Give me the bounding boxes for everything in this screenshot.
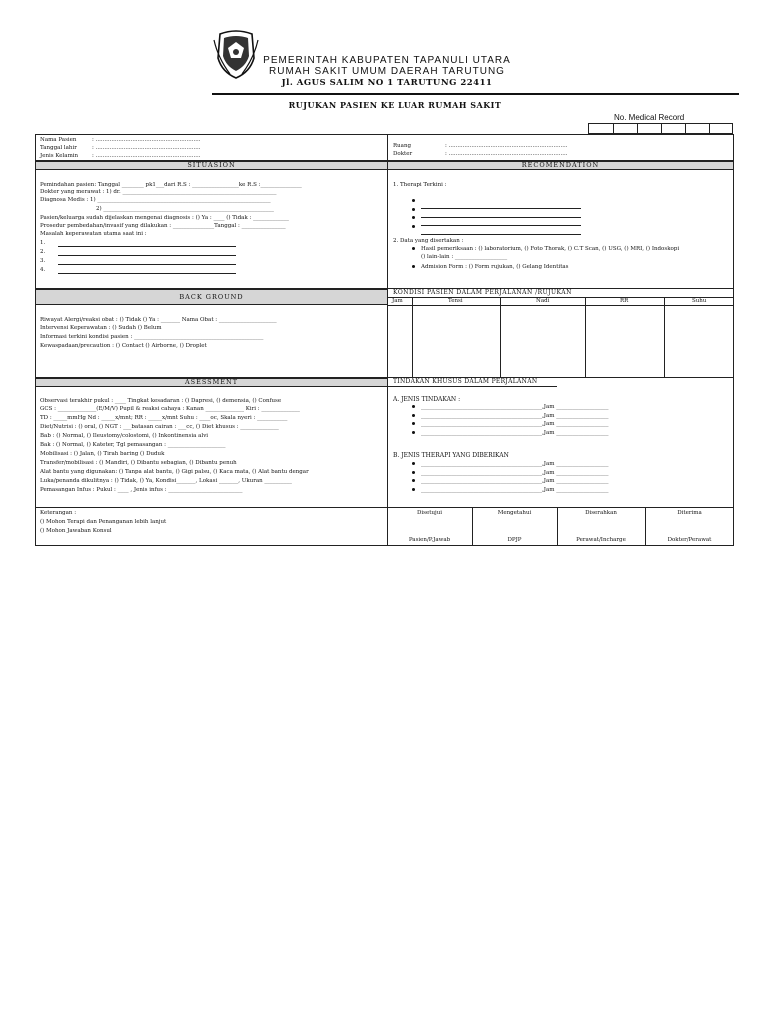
jenis-therapi-label: B. JENIS THERAPI YANG DIBERIKAN [393, 452, 509, 459]
sign-perawat-incharge[interactable]: Perawat/Incharge [576, 537, 626, 543]
situasion-heading: SITUASION [35, 161, 388, 170]
sign-disetujui: Disetujui [416, 510, 442, 516]
header-line-3: Jl. AGUS SALIM NO 1 TARUTUNG 22411 [281, 78, 493, 88]
assesment-line-10: Luka/penanda dikulitnya : () Tidak, () Ya, Kondisi_______, Lokasi _______, Ukuran __________ [40, 478, 292, 484]
sign-pasien[interactable]: Pasien/P.Jawab [408, 537, 451, 543]
col-jam: Jam [392, 298, 403, 304]
label-ruang: Ruang [393, 143, 412, 149]
problem-number-3: 3. [40, 258, 46, 264]
keterangan-label: Keterangan : [40, 510, 77, 516]
keterangan-option-2[interactable]: () Mohon Jawaban Konsul [40, 528, 112, 534]
therapi-row[interactable]: ____________________________________________,Jam ___________________ [421, 469, 609, 476]
assesment-line-1: Observasi terakhir pukul : ____ Tingkat kesadaran : () Dapresi, () demensia, () Confuse [40, 398, 282, 404]
col-nadi: Nadi [536, 298, 550, 304]
bullet-icon [412, 462, 415, 465]
tindakan-row[interactable]: ____________________________________________,Jam ___________________ [421, 429, 609, 436]
background-line-3: Informasi terkini kondisi pasien : _______________________________________________ [40, 334, 264, 340]
tindakan-list [412, 404, 608, 438]
assesment-line-6: Bak : () Normal, () Kateter, Tgl pemasangan : _____________________ [40, 442, 226, 448]
problem-line-2[interactable] [58, 255, 236, 256]
therapi-row[interactable]: ____________________________________________,Jam ___________________ [421, 461, 609, 467]
problem-number-2: 2. [40, 249, 46, 255]
hasil-pemeriksaan [412, 246, 679, 253]
bullet-icon [412, 431, 415, 434]
therapi-row[interactable]: ____________________________________________,Jam ___________________ [421, 478, 609, 484]
sign-mengetahui: Mengetahui [497, 510, 532, 516]
problem-line-4[interactable] [58, 273, 236, 274]
bullet-icon [412, 422, 415, 425]
field-jenis-kelamin[interactable]: : ............................................................ [92, 153, 201, 159]
bullet-icon [412, 414, 415, 417]
label-dokter: Dokter [393, 151, 413, 157]
bullet-icon [412, 479, 415, 482]
tindakan-row[interactable]: ____________________________________________,Jam ___________________ [421, 404, 609, 410]
hasil-text: Hasil pemeriksaan : () laboratorium, () Foto Thorak, () C.T Scan, () USG, () MRI, () Indoskopi [421, 246, 680, 252]
hospital-logo [212, 28, 260, 80]
admision-text: Admision Form : () Form rujukan, () Gelang Identitas [421, 264, 569, 270]
assesment-line-4: Diet/Nutrisi : () oral, () NGT : ___batasan cairan : ___cc, () Diet khusus : ______________ [40, 424, 279, 430]
kondisi-heading: KONDISI PASIEN DALAM PERJALANAN /RUJUKAN [393, 289, 572, 296]
sign-diterima: Diterima [677, 510, 702, 516]
label-tanggal-lahir: Tanggal lahir [40, 145, 77, 151]
assesment-heading: ASESSMENT [35, 378, 388, 387]
situasion-line-7: Masalah keperawatan utama saat ini : [40, 231, 147, 237]
problem-number-4: 4. [40, 267, 46, 273]
situasion-line-6: Prosedur pembedahan/invasif yang dilakukan : _______________Tanggal : ________________ [40, 223, 286, 229]
assesment-line-7: Mobilisasi : () Jalan, () Tirah baring () Duduk [40, 451, 165, 457]
assesment-line-11: Pemasangan Infus : Pukul : ____ , Jenis infus : ___________________________ [40, 487, 243, 493]
label-jenis-kelamin: Jenis Kelamin [40, 153, 79, 159]
problem-number-1: 1. [40, 240, 46, 246]
sign-dokter-perawat[interactable]: Dokter/Perawat [667, 537, 712, 543]
therapy-label: 1. Therapi Terkini : [393, 182, 447, 188]
situasion-line-2: Dokter yang merawat : 1) dr. ________________________________________________________ [40, 189, 277, 195]
bullet-icon [412, 265, 415, 268]
jenis-tindakan-label: A. JENIS TINDAKAN : [393, 396, 461, 403]
problem-line-3[interactable] [58, 264, 236, 265]
col-suhu: Suhu [692, 298, 707, 304]
bullet-icon [412, 225, 415, 228]
header-rule [212, 93, 739, 95]
sign-diserahkan: Diserahkan [585, 510, 617, 516]
data-label: 2. Data yang disertakan : [393, 238, 464, 244]
background-line-1: Riwayat Alergi/reaksi obat : () Tidak () Ya : _______ Nama Obat : _____________________ [40, 317, 277, 323]
admision-form [412, 264, 569, 271]
bullet-icon [412, 405, 415, 408]
situasion-line-3: Diagnosa Medis : 1) _______________________________________________________________ [40, 197, 271, 203]
situasion-line-1: Pemindahan pasien: Tanggal ________ pk1___dari R.S : _________________ke R.S :_______________ [40, 182, 302, 188]
field-nama-pasien[interactable]: : ............................................................ [92, 137, 201, 143]
background-line-4: Kewaspadaan/precaution : () Contact () Airborne, () Droplet [40, 343, 207, 349]
tindakan-row[interactable]: ____________________________________________,Jam ___________________ [421, 421, 609, 427]
therapy-line[interactable] [421, 229, 581, 235]
field-dokter[interactable]: : .................................................................... [445, 151, 568, 157]
situasion-line-5: Pasien/keluarga sudah dijelaskan mengenai diagnosis : () Ya : ____ () Tidak : _____________ [40, 215, 289, 221]
field-tanggal-lahir[interactable]: : ............................................................ [92, 145, 201, 151]
background-line-2: Intervensi Keperawatan : () Sudah () Belum [40, 325, 162, 331]
therapi-row[interactable]: ____________________________________________,Jam ___________________ [421, 486, 609, 493]
col-rr: RR [620, 298, 629, 304]
keterangan-option-1[interactable]: () Mohon Terapi dan Penanganan lebih lanjut [40, 519, 167, 525]
situasion-line-4: 2) ______________________________________________________________ [96, 206, 274, 212]
center-divider [387, 134, 388, 546]
therapy-bullets [412, 190, 581, 224]
medical-record-label: No. Medical Record [614, 113, 685, 122]
field-ruang[interactable]: : .................................................................... [445, 143, 568, 149]
header-line-2: RUMAH SAKIT UMUM DAERAH TARUTUNG [269, 66, 505, 77]
bullet-icon [412, 488, 415, 491]
lain-lain: () lain-lain : ___________________ [421, 254, 508, 260]
bullet-icon [412, 247, 415, 250]
assesment-line-5: Bab : () Normal, () Ileustomy/colostomi, () Inkontinensia alvi [40, 433, 209, 439]
form-title: RUJUKAN PASIEN KE LUAR RUMAH SAKIT [288, 100, 502, 110]
assesment-line-2: GCS : ______________(E/M/V) Pupil & reaksi cahaya : Kanan ______________ Kiri : ______________ [40, 406, 300, 412]
tindakan-row[interactable]: ____________________________________________,Jam ___________________ [421, 412, 609, 419]
therapi-list [412, 461, 608, 495]
assesment-line-3: TD : _____mmHg Nd : _____x/mnt; RR : _____x/mnt Suhu : ____oc, Skala nyeri : ___________ [40, 415, 288, 421]
bullet-icon [412, 471, 415, 474]
header-line-1: PEMERINTAH KABUPATEN TAPANULI UTARA [263, 55, 511, 66]
problem-line-1[interactable] [58, 246, 236, 247]
medical-record-boxes[interactable] [588, 123, 733, 134]
background-heading: BACK GROUND [35, 289, 388, 305]
assesment-line-9: Alat bantu yang digunakan: () Tanpa alat bantu, () Gigi palsu, () Kaca mata, () Alat bantu dengar [40, 469, 309, 475]
tindakan-heading: TINDAKAN KHUSUS DALAM PERJALANAN [393, 378, 538, 385]
assesment-line-8: Transfer/mobilisasi : () Mandiri, () Dibantu sebagian, () Dibantu penuh [40, 460, 237, 466]
recomendation-heading: RECOMENDATION [387, 161, 734, 170]
label-nama-pasien: Nama Pasien [40, 137, 77, 143]
sign-dpjp[interactable]: DPJP [507, 537, 522, 543]
col-tensi: Tensi [448, 298, 463, 304]
